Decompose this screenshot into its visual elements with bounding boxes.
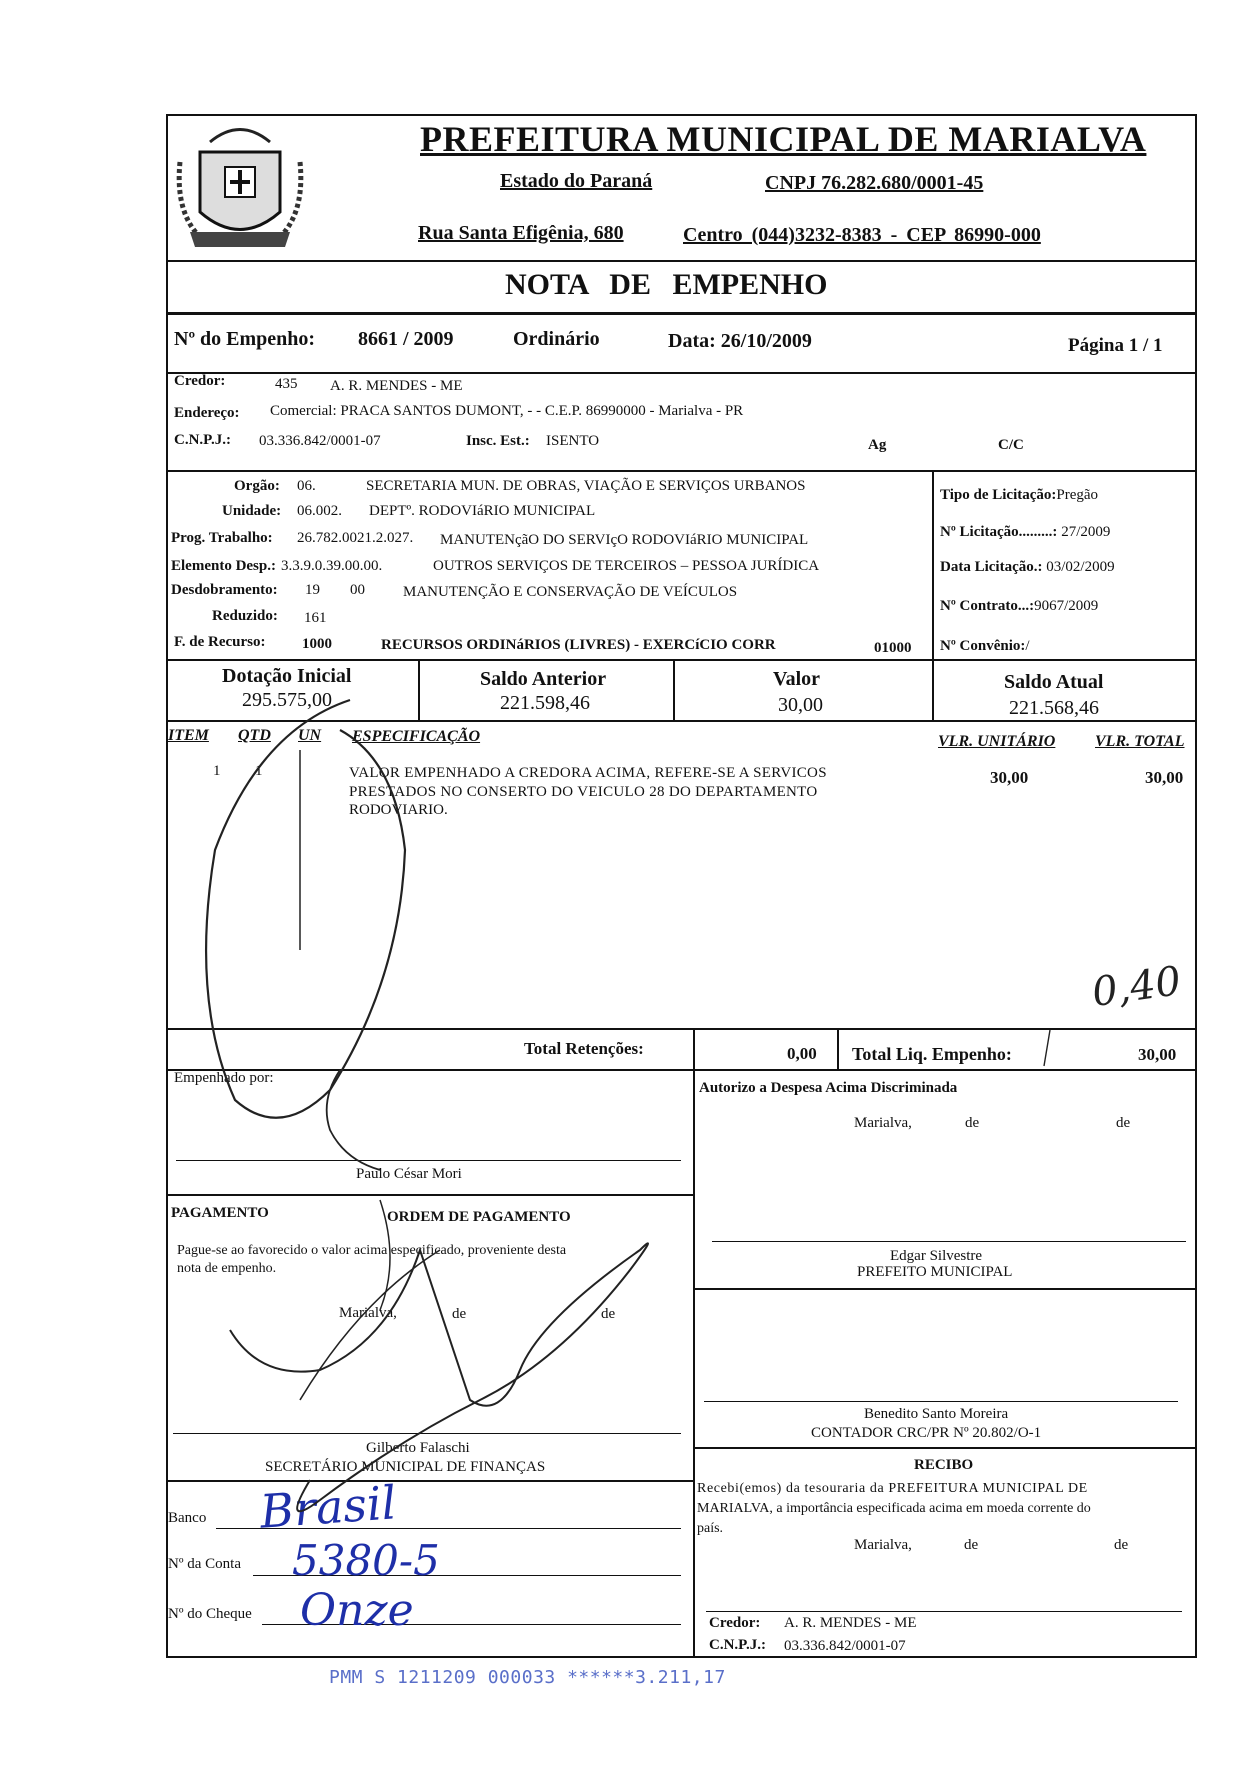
- pagamento-de-1: de: [452, 1306, 467, 1322]
- saldo-anterior-label: Saldo Anterior: [480, 668, 607, 690]
- recibo-text-1: Recebi(emos) da tesouraria da PREFEITURA MUNICIPAL DE: [697, 1481, 1088, 1496]
- liquido-label: Total Liq. Empenho:: [852, 1044, 1012, 1064]
- handwritten-note: 0,40: [1089, 958, 1184, 1016]
- contrato-number: 9067/2009: [1034, 598, 1099, 614]
- handwritten-cheque: Onze: [300, 1585, 414, 1636]
- pagamento-text-2: nota de empenho.: [177, 1261, 277, 1276]
- programa-label: Prog. Trabalho:: [171, 530, 273, 546]
- convenio-label: Nº Convênio:/: [940, 638, 1030, 654]
- unidade-label: Unidade:: [222, 503, 282, 519]
- saldo-atual-value: 221.568,46: [1009, 697, 1099, 719]
- prefeito-name: Edgar Silvestre: [890, 1248, 983, 1264]
- reduzido-label: Reduzido:: [212, 608, 278, 624]
- contador-name: Benedito Santo Moreira: [864, 1406, 1009, 1422]
- recibo-cnpj-label: C.N.P.J.:: [709, 1637, 766, 1653]
- pagamento-city: Marialva,: [339, 1305, 397, 1321]
- empenho-number-label: Nº do Empenho:: [174, 328, 316, 350]
- unidade-code: 06.002.: [297, 503, 342, 519]
- col-qtd: QTD: [238, 727, 271, 744]
- item-spec-line-3: RODOVIARIO.: [349, 802, 448, 818]
- coat-of-arms-logo: [170, 112, 310, 262]
- pagamento-text-1: Pague-se ao favorecido o valor acima especificado, proveniente desta: [177, 1243, 567, 1258]
- programa-code: 26.782.0021.2.027.: [297, 530, 414, 546]
- page-number: Página 1 / 1: [1068, 335, 1163, 356]
- col-vlr-total: VLR. TOTAL: [1095, 733, 1185, 750]
- col-vlr-unitario: VLR. UNITÁRIO: [938, 733, 1056, 750]
- recurso-label: F. de Recurso:: [174, 634, 266, 650]
- recibo-text-3: país.: [697, 1521, 724, 1536]
- item-qtd: 1: [255, 763, 263, 779]
- reduzido-value: 161: [304, 610, 327, 626]
- unidade-description: DEPTº. RODOVIáRIO MUNICIPAL: [369, 503, 596, 519]
- retencoes-value: 0,00: [787, 1044, 817, 1063]
- licitacao-type: Pregão: [1056, 487, 1099, 503]
- programa-description: MANUTENçãO DO SERVIçO RODOVIáRIO MUNICIPAL: [440, 532, 809, 548]
- item-spec-line-2: PRESTADOS NO CONSERTO DO VEICULO 28 DO DEPARTAMENTO: [349, 784, 818, 800]
- valor-value: 30,00: [778, 694, 823, 716]
- handwritten-conta: 5380-5: [292, 1536, 440, 1585]
- secretario-name: Gilberto Falaschi: [366, 1440, 470, 1456]
- saldo-atual-label: Saldo Atual: [1004, 671, 1104, 693]
- credor-name: A. R. MENDES - ME: [330, 378, 463, 394]
- col-item: ITEM: [168, 727, 209, 744]
- autorizo-de-1: de: [965, 1115, 980, 1131]
- handwritten-banco: Brasil: [258, 1475, 398, 1539]
- retencoes-label: Total Retenções:: [524, 1039, 644, 1058]
- dotacao-value: 295.575,00: [242, 689, 332, 711]
- payment-stamp: PMM S 1211209 000033 ******3.211,17: [329, 1667, 726, 1688]
- empenho-type: Ordinário: [513, 328, 600, 350]
- municipality-title: PREFEITURA MUNICIPAL DE MARIALVA: [420, 119, 1147, 159]
- insc-label: Insc. Est.:: [466, 433, 530, 449]
- licitacao-type-label: Tipo de Licitação:Pregão: [940, 487, 1099, 503]
- contrato-label: Nº Contrato...:9067/2009: [940, 598, 1099, 614]
- recibo-cnpj: 03.336.842/0001-07: [784, 1638, 906, 1654]
- item-unit-price: 30,00: [990, 768, 1029, 787]
- endereco-label: Endereço:: [174, 405, 240, 421]
- pagamento-label: PAGAMENTO: [171, 1205, 269, 1221]
- col-especificacao: ESPECIFICAÇÃO: [352, 728, 481, 745]
- valor-label: Valor: [773, 668, 821, 690]
- elemento-description: OUTROS SERVIÇOS DE TERCEIROS – PESSOA JURÍDICA: [433, 558, 820, 574]
- banco-label: Banco: [168, 1510, 207, 1526]
- ordem-pagamento-label: ORDEM DE PAGAMENTO: [387, 1209, 571, 1225]
- desdobramento-description: MANUTENÇÃO E CONSERVAÇÃO DE VEÍCULOS: [403, 584, 738, 600]
- recibo-credor: A. R. MENDES - ME: [784, 1615, 917, 1631]
- liquido-value: 30,00: [1138, 1045, 1177, 1064]
- col-un: UN: [298, 727, 322, 744]
- desdobramento-b: 00: [350, 582, 365, 598]
- municipality-cnpj: CNPJ 76.282.680/0001-45: [765, 172, 984, 194]
- autorizo-de-2: de: [1116, 1115, 1131, 1131]
- orgao-label: Orgão:: [234, 478, 280, 494]
- autorizo-label: Autorizo a Despesa Acima Discriminada: [699, 1080, 958, 1096]
- licitacao-date-label: Data Licitação.: 03/02/2009: [940, 559, 1115, 575]
- credor-cnpj-label: C.N.P.J.:: [174, 432, 231, 448]
- item-total-price: 30,00: [1145, 768, 1184, 787]
- item-spec-line-1: VALOR EMPENHADO A CREDORA ACIMA, REFERE-SE A SERVICOS: [349, 765, 827, 781]
- empenho-number: 8661 / 2009: [358, 328, 454, 350]
- pagamento-de-2: de: [601, 1306, 616, 1322]
- credor-code: 435: [275, 376, 298, 392]
- recurso-description: RECURSOS ORDINáRIOS (LIVRES) - EXERCíCIO CORR: [381, 637, 776, 653]
- convenio-number: /: [1025, 638, 1030, 654]
- conta-label: Nº da Conta: [168, 1556, 241, 1572]
- recurso-code: 1000: [302, 636, 332, 652]
- cheque-label: Nº do Cheque: [168, 1606, 252, 1622]
- credor-label: Credor:: [174, 373, 226, 389]
- orgao-code: 06.: [297, 478, 316, 494]
- recibo-city: Marialva,: [854, 1537, 912, 1553]
- recibo-de-1: de: [964, 1537, 979, 1553]
- elemento-code: 3.3.9.0.39.00.00.: [281, 558, 383, 574]
- recibo-de-2: de: [1114, 1537, 1129, 1553]
- desdobramento-a: 19: [305, 582, 320, 598]
- agencia-label: Ag: [868, 437, 887, 453]
- empenhado-label: Empenhado por:: [174, 1070, 274, 1086]
- contador-title: CONTADOR CRC/PR Nº 20.802/O-1: [811, 1425, 1042, 1441]
- credor-address: Comercial: PRACA SANTOS DUMONT, - - C.E.P. 86990000 - Marialva - PR: [270, 403, 744, 419]
- desdobramento-label: Desdobramento:: [171, 582, 278, 598]
- empenho-date: Data: 26/10/2009: [668, 330, 812, 352]
- empenhado-name: Paulo César Mori: [356, 1166, 462, 1182]
- elemento-label: Elemento Desp.:: [171, 558, 276, 574]
- licitacao-date: 03/02/2009: [1046, 559, 1115, 575]
- conta-corrente-label: C/C: [998, 437, 1024, 453]
- dotacao-label: Dotação Inicial: [222, 665, 352, 687]
- recurso-number: 01000: [874, 640, 912, 656]
- item-number: 1: [213, 763, 221, 779]
- recibo-text-2: MARIALVA, a importância especificada acima em moeda corrente do: [697, 1501, 1091, 1516]
- licitacao-number-label: Nº Licitação.........: 27/2009: [940, 524, 1111, 540]
- state-name: Estado do Paraná: [500, 170, 653, 192]
- orgao-description: SECRETARIA MUN. DE OBRAS, VIAÇÃO E SERVIÇOS URBANOS: [366, 478, 806, 494]
- licitacao-number: 27/2009: [1061, 524, 1111, 540]
- recibo-label: RECIBO: [914, 1457, 974, 1473]
- document-title: NOTA DE EMPENHO: [505, 268, 828, 301]
- street-address: Rua Santa Efigênia, 680: [418, 222, 624, 244]
- secretario-title: SECRETÁRIO MUNICIPAL DE FINANÇAS: [265, 1459, 546, 1475]
- insc-value: ISENTO: [546, 433, 600, 449]
- prefeito-title: PREFEITO MUNICIPAL: [857, 1264, 1013, 1280]
- recibo-credor-label: Credor:: [709, 1615, 761, 1631]
- autorizo-city: Marialva,: [854, 1115, 912, 1131]
- credor-cnpj: 03.336.842/0001-07: [259, 433, 381, 449]
- saldo-anterior-value: 221.598,46: [500, 692, 590, 714]
- district-phone-cep: Centro (044)3232-8383 - CEP 86990-000: [683, 224, 1041, 246]
